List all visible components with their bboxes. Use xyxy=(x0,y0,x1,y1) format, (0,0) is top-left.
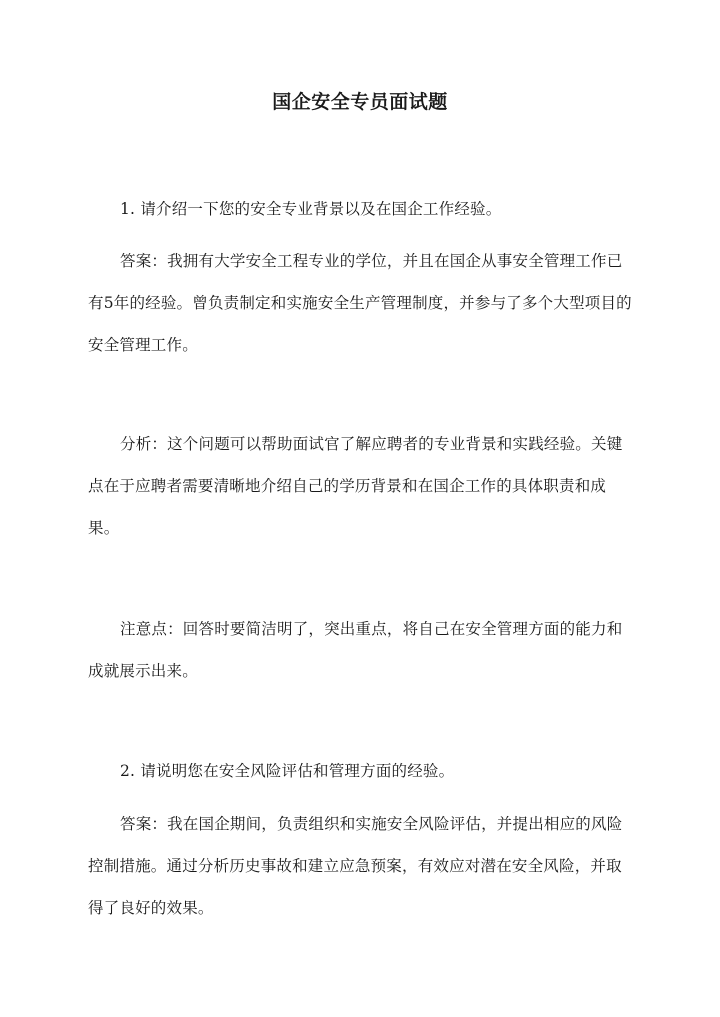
note-1: 注意点：回答时要简洁明了，突出重点，将自己在安全管理方面的能力和成就展示出来。 xyxy=(88,620,623,680)
answer-1: 答案：我拥有大学安全工程专业的学位，并且在国企从事安全管理工作已有5年的经验。曾负责制定和实施安全生产管理制度，并参与了多个大型项目的安全管理工作。 xyxy=(88,252,632,354)
document-title: 国企安全专员面试题 xyxy=(272,91,448,113)
answer-2: 答案：我在国企期间，负责组织和实施安全风险评估，并提出相应的风险控制措施。通过分析历史事故和建立应急预案，有效应对潜在安全风险，并取得了良好的效果。 xyxy=(88,815,623,917)
analysis-1: 分析：这个问题可以帮助面试官了解应聘者的专业背景和实践经验。关键点在于应聘者需要清晰地介绍自己的学历背景和在国企工作的具体职责和成果。 xyxy=(88,435,623,537)
question-1: 1. 请介绍一下您的安全专业背景以及在国企工作经验。 xyxy=(120,200,502,218)
question-2: 2. 请说明您在安全风险评估和管理方面的经验。 xyxy=(120,762,455,780)
